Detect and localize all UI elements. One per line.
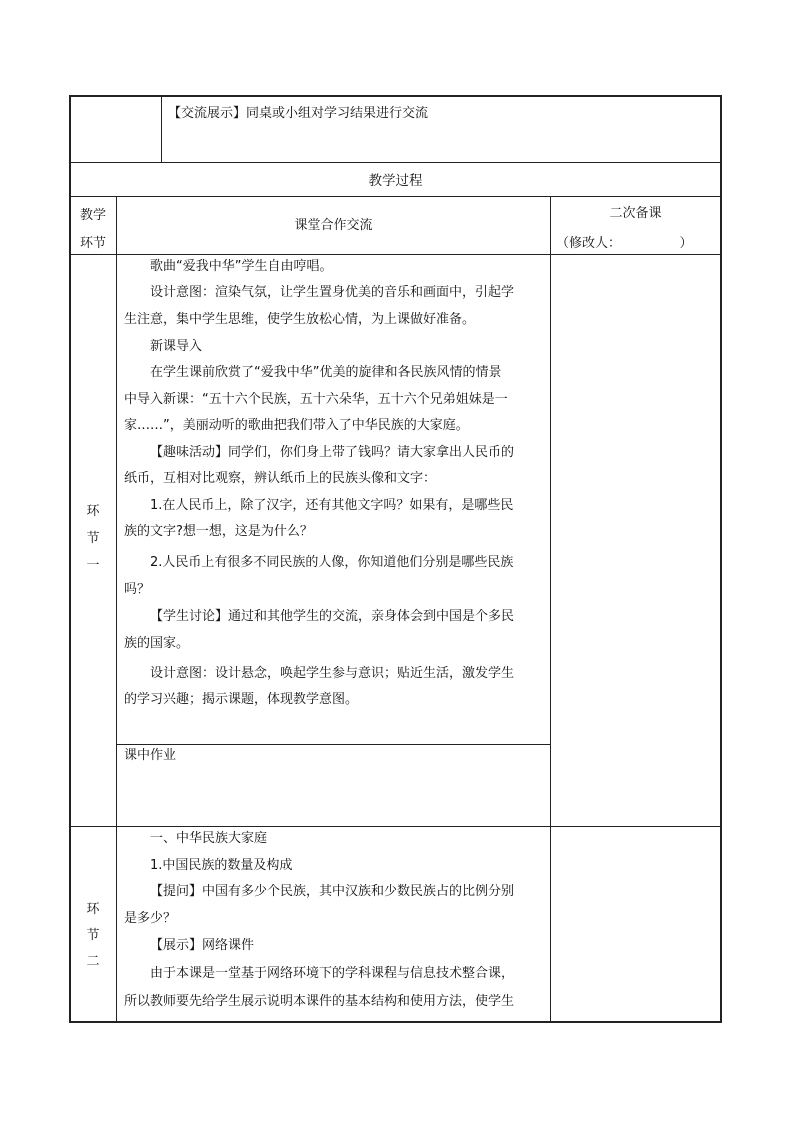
body-line: 【展示】网络课件 (150, 938, 255, 953)
body-line: 设计意图：渲染气氛，让学生置身优美的音乐和画面中，引起学 (150, 285, 515, 300)
section2-label-char: 二 (86, 954, 100, 969)
body-line: 【提问】中国有多少个民族，其中汉族和少数民族占的比例分别 (150, 884, 515, 899)
body-line: 家……”，美丽动听的歌曲把我们带入了中华民族的大家庭。 (124, 418, 469, 433)
body-line: 由于本课是一堂基于网络环境下的学科课程与信息技术整合课， (150, 966, 515, 981)
body-line: 所以教师要先给学生展示说明本课件的基本结构和使用方法，使学生 (124, 994, 515, 1009)
body-line: 的学习兴趣；揭示课题，体现教学意图。 (124, 692, 359, 707)
body-line: 中导入新课：“五十六个民族，五十六朵华，五十六个兄弟姐妹是一 (124, 392, 508, 407)
homework-label: 课中作业 (124, 748, 177, 763)
body-line: 吗？ (124, 582, 151, 597)
body-line: 1.在人民币上，除了汉字，还有其他文字吗？如果有，是哪些民 (150, 498, 514, 513)
body-line: 歌曲“爱我中华”学生自由哼唱。 (150, 259, 333, 274)
section1-label-char: 一 (86, 558, 100, 573)
body-line: 【学生讨论】通过和其他学生的交流，亲身体会到中国是个多民 (150, 609, 515, 624)
homework-line (117, 744, 550, 745)
table-border-top (69, 95, 722, 97)
exchange-display-text: 【交流展示】同桌或小组对学习结果进行交流 (168, 106, 429, 121)
header-stage-line2: 环节 (79, 236, 106, 251)
row-line-3 (70, 254, 721, 255)
body-line: 生注意，集中学生思维，使学生放松心情，为上课做好准备。 (124, 312, 476, 327)
section-title: 教学过程 (368, 173, 423, 189)
body-line: 族的国家。 (124, 636, 190, 651)
section1-label-char: 环 (86, 504, 100, 519)
body-line: 【趣味活动】同学们，你们身上带了钱吗？请大家拿出人民币的 (150, 445, 515, 460)
header-reviser: （修改人： ） (556, 236, 693, 251)
section2-label-char: 节 (86, 928, 100, 943)
col-line-1 (116, 197, 117, 1022)
body-line: 一、中华民族大家庭 (150, 831, 268, 846)
table-border-bottom (69, 1021, 722, 1023)
section1-label-char: 节 (86, 531, 100, 546)
body-line: 族的文字?想一想，这是为什么？ (124, 524, 313, 539)
body-line: 设计意图：设计悬念，唤起学生参与意识；贴近生活，激发学生 (150, 666, 515, 681)
table-border-right (720, 95, 722, 1023)
header-classroom-exchange: 课堂合作交流 (294, 218, 373, 233)
header-stage-line1: 教学 (79, 208, 106, 223)
body-line: 2.人民币上有很多不同民族的人像，你知道他们分别是哪些民族 (150, 555, 514, 570)
row-line-4 (70, 826, 721, 827)
row-line-1 (70, 162, 721, 163)
body-line: 在学生课前欣赏了“爱我中华”优美的旋律和各民族风情的情景 (150, 365, 502, 380)
row-line-2 (70, 196, 721, 197)
col-line-2 (550, 197, 551, 1022)
section2-label-char: 环 (86, 902, 100, 917)
body-line: 1.中国民族的数量及构成 (150, 858, 293, 873)
body-line: 是多少？ (124, 911, 177, 926)
body-line: 纸币，互相对比观察，辨认纸币上的民族头像和文字： (124, 471, 437, 486)
top-row-divider (161, 96, 162, 162)
header-second-prep: 二次备课 (609, 206, 662, 221)
body-line: 新课导入 (150, 339, 203, 354)
